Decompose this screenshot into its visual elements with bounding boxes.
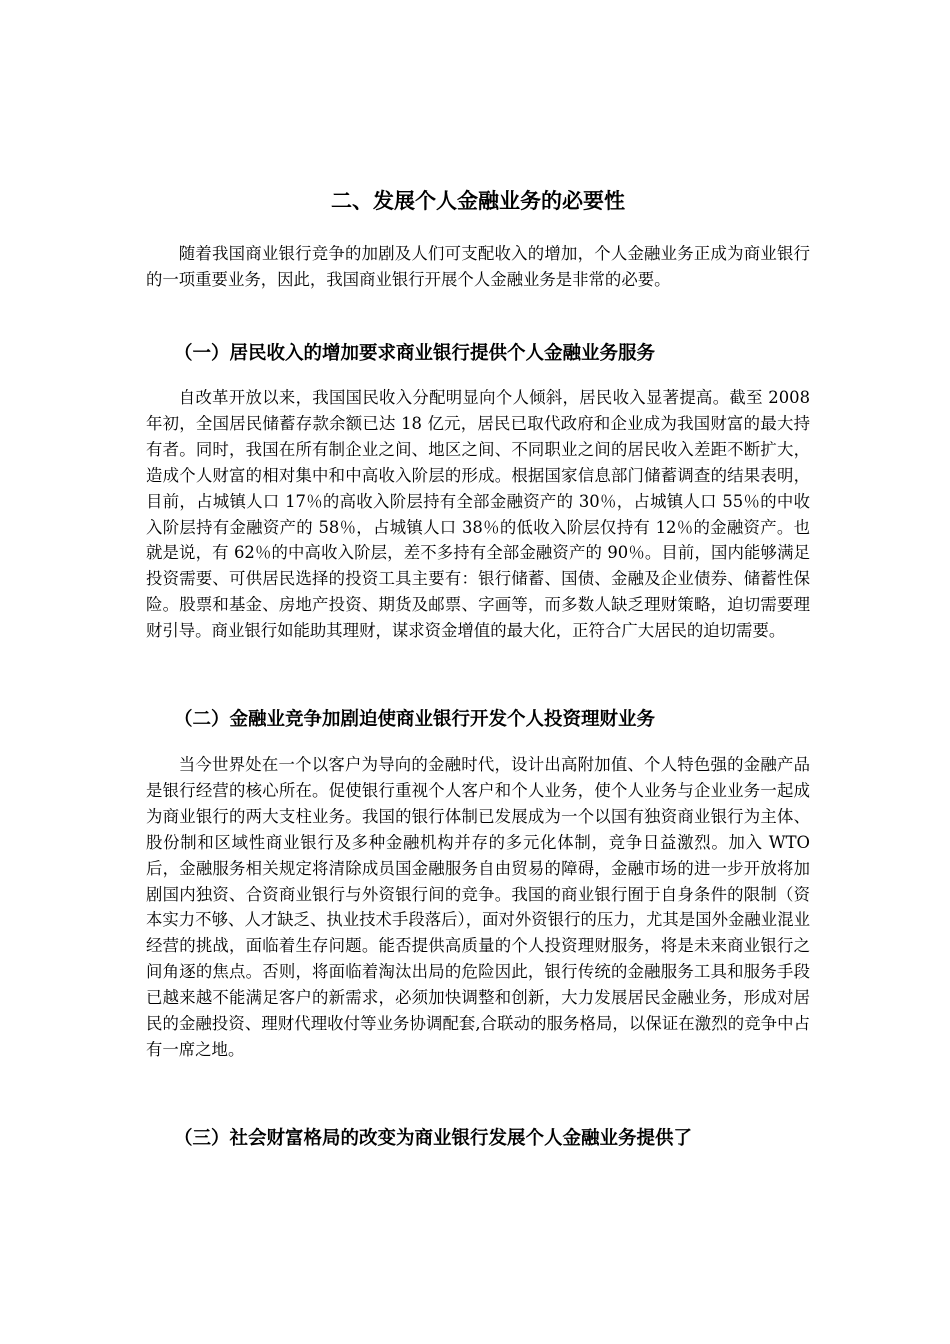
subsection-1-heading: （一）居民收入的增加要求商业银行提供个人金融业务服务 — [174, 343, 656, 364]
intro-paragraph: 随着我国商业银行竞争的加剧及人们可支配收入的增加，个人金融业务正成为商业银行的一项重要业务，因此，我国商业银行开展个人金融业务是非常的必要。 — [146, 244, 810, 289]
subsection-1-body: 自改革开放以来，我国国民收入分配明显向个人倾斜，居民收入显著提高。截至 2008 年初，全国居民储蓄存款余额已达 18 亿元，居民已取代政府和企业成为我国财富的最大持有者。同时，我国在所有制企业之间、地区之间、不同职业之间的居民收入差距不断扩大，造成个人财富的相对集中和中高收入阶层的形成。根据国家信息部门储蓄调查的结果表明，目前，占城镇人口 17％的高收入阶层持有全部金融资产的 30％，占城镇人口 55％的中收入阶层持有金融资产的 58％，占城镇人口 38％的低收入阶层仅持有 12％的金融资产。也就是说，有 62％的中高收入阶层，差不多持有全部金融资产的 90％。目前，国内能够满足投资需要、可供居民选择的投资工具主要有：银行储蓄、国债、金融及企业债券、储蓄性保险。股票和基金、房地产投资、期货及邮票、字画等，而多数人缺乏理财策略，迫切需要理财引导。商业银行如能助其理财，谋求资金增值的最大化，正符合广大居民的迫切需要。 — [146, 388, 810, 641]
subsection-2-heading: （二）金融业竞争加剧迫使商业银行开发个人投资理财业务 — [174, 709, 656, 730]
subsection-3-heading: （三）社会财富格局的改变为商业银行发展个人金融业务提供了 — [174, 1128, 693, 1149]
section-title: 二、发展个人金融业务的必要性 — [331, 189, 625, 213]
subsection-2-body: 当今世界处在一个以客户为导向的金融时代，设计出高附加值、个人特色强的金融产品是银行经营的核心所在。促使银行重视个人客户和个人业务，使个人业务与企业业务一起成为商业银行的两大支柱业务。我国的银行体制已发展成为一个以国有独资商业银行为主体、股份制和区域性商业银行及多种金融机构并存的多元化体制，竞争日益激烈。加入 WTO 后，金融服务相关规定将清除成员国金融服务自由贸易的障碍，金融市场的进一步开放将加剧国内独资、合资商业银行与外资银行间的竞争。我国的商业银行囿于自身条件的限制（资本实力不够、人才缺乏、执业技术手段落后），面对外资银行的压力，尤其是国外金融业混业经营的挑战，面临着生存问题。能否提供高质量的个人投资理财服务，将是未来商业银行之间角逐的焦点。否则，将面临着淘汰出局的危险因此，银行传统的金融服务工具和服务手段已越来越不能满足客户的新需求，必须加快调整和创新，大力发展居民金融业务，形成对居民的金融投资、理财代理收付等业务协调配套,合联动的服务格局，以保证在激烈的竞争中占有一席之地。 — [146, 755, 810, 1059]
